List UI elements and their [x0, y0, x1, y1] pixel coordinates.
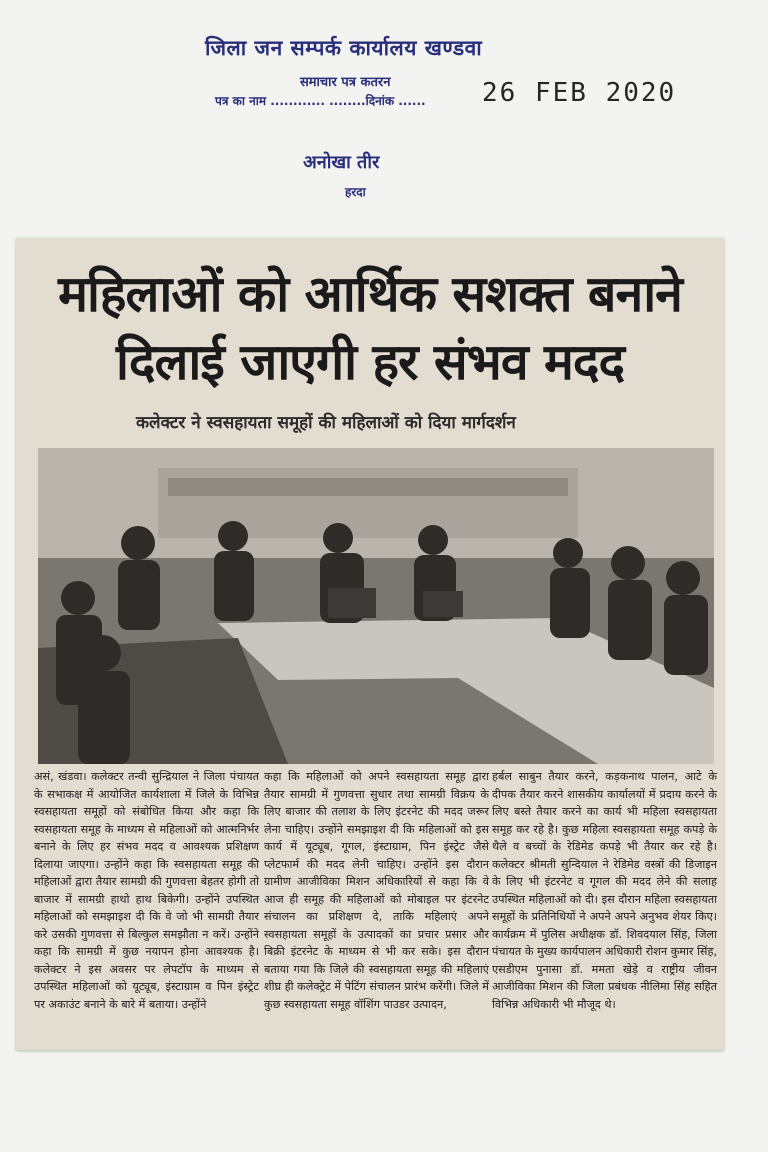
newspaper-name: अनोखा तीर: [303, 152, 380, 173]
article-column-2: [264, 768, 489, 1013]
meeting-photo-illustration: [38, 448, 714, 764]
column-2-text: कहा कि महिलाओं को अपने स्वसहायता समूह द्वारा तैयार सामग्री में गुणवत्ता सुधार तथा सामग्री विक्रय के लिए बाजार की तलाश के लिए इंटरनेट की मदद जरूर लेना चाहिए। उन्होंने समझाइश दी कि महिलाओं को इस कार्य में यूट्यूब, गूगल, इंस्टाग्राम, पिन इंस्ट्रेट जैसे प्लेटफार्म की मदद लेनी चाहिए। उन्होंने इस दौरान ग्रामीण आजीविका मिशन अधिकारियों से कहा कि वे आज ही समूह की महिलाओं को मोबाइल पर इंटरनेट संचालन का प्रशिक्षण दे, ताकि महिलाएं अपने स्वसहायता समूहों के उत्पादकों का प्रचार प्रसार और बिक्री इंटरनेट के माध्यम से भी कर सके। इस दौरान बताया गया कि जिले की स्वसहायता समूह की महिलाएं शीघ्र ही कलेक्ट्रेट में पेटिंग संचालन प्रारंभ करेंगी। जिले में कुछ स्वसहायता समूह वॉशिंग पाउडर उत्पादन,: [264, 770, 489, 1011]
meeting-photo: [38, 448, 714, 764]
article-column-1: [34, 768, 259, 1013]
headline-line-1: महिलाओं को आर्थिक सशक्त बनाने: [58, 265, 682, 323]
column-3-text: हर्बल साबुन तैयार करने, कड़कनाथ पालन, आटे के दीपक तैयार करने शासकीय कार्यालयों में प्रदाय करने के लिए बस्ते तैयार करने का कार्य भी महिला स्वसहायता समूह कर रहे है। कुछ महिला स्वसहायता समूह कपड़े के थैले व बच्चों के रेडिमेड कपड़े भी तैयार कर रहे है। कलेक्टर श्रीमती सुन्दियाल ने रेडिमेड वस्त्रों की डिजाइन के लिए भी इंटरनेट व गूगल की मदद लेने की सलाह उपस्थित महिलाओं को दी। इस दौरान महिला स्वसहायता समूहों के प्रतिनिधियों ने अपने अपने अनुभव शेयर किए। कार्यक्रम में पुलिस अधीक्षक डॉ. शिवदयाल सिंह, जिला पंचायत के मुख्य कार्यपालन अधिकारी रोशन कुमार सिंह, एसडीएम पुनासा डॉ. ममता खेड़े व राष्ट्रीय जीवन आजीविका मिशन की जिला प्रबंधक नीलिमा सिंह सहित विभिन्न अधिकारी भी मौजूद थे।: [492, 770, 717, 1011]
newspaper-clipping: [16, 238, 724, 1050]
paper-name-date-row: पत्र का नाम ............ ........दिनांक ......: [215, 94, 426, 108]
date-stamp: 26 FEB 2020: [482, 78, 677, 108]
clipping-label: समाचार पत्र कतरन: [300, 75, 391, 90]
newspaper-city: हरदा: [345, 185, 366, 199]
subheadline: कलेक्टर ने स्वसहायता समूहों की महिलाओं को दिया मार्गदर्शन: [136, 413, 516, 433]
column-1-text: असं, खंडवा। कलेक्टर तन्वी सुन्द्रियाल ने जिला पंचायत के सभाकक्ष में आयोजित कार्यशाला में जिले के विभिन्न स्वसहायता समूहों को संबोधित किया और कहा कि स्वसहायता समूह के माध्यम से महिलाओं को आत्मनिर्भर बनाने के लिए हर संभव मदद व आवश्यक प्रशिक्षण दिलाया जाएगा। उन्होंने कहा कि स्वसहायता समूह की महिलाओं द्वारा तैयार सामग्री की गुणवत्ता बेहतर होगी तो बाजार में सामग्री हाथो हाथ बिकेगी। उन्होंने उपस्थित महिलाओं को समझाइश दी कि वे जो भी सामग्री तैयार करे उसकी गुणवत्ता से बिल्कुल समझौता न करें। उन्होंने कहा कि सामग्री में कुछ नयापन होना आवश्यक है। कलेक्टर ने इस अवसर पर लेपटॉप के माध्यम से उपस्थित महिलाओं को यूट्यूब, इंस्टाग्राम व पिन इंस्ट्रेट पर अकाउंट बनाने के बारे में बताया। उन्होंने: [34, 770, 259, 1011]
article-column-3: [492, 768, 717, 1013]
headline-line-2: दिलाई जाएगी हर संभव मदद: [115, 333, 625, 391]
office-stamp-title: जिला जन सम्पर्क कार्यालय खण्डवा: [205, 36, 483, 60]
